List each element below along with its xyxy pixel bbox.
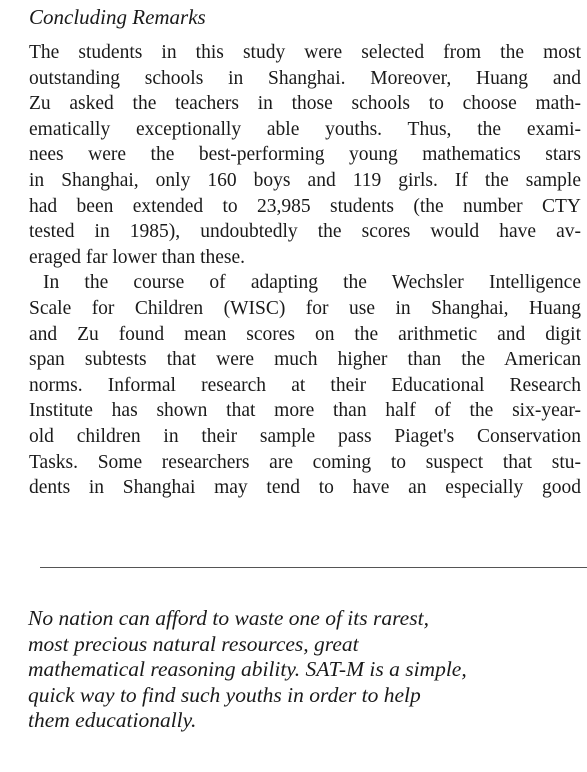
- text-line: Zu asked the teachers in those schools to choose math-: [29, 93, 581, 115]
- text-line: norms. Informal research at their Educational Research: [29, 374, 581, 396]
- text-line: ematically exceptionally able youths. Thus, the exami-: [29, 118, 581, 140]
- quote-line: quick way to find such youths in order to help: [28, 682, 421, 707]
- text-line: dents in Shanghai may tend to have an especially good: [29, 477, 581, 499]
- text-line: old children in their sample pass Piaget's Conservation: [29, 425, 581, 447]
- section-heading: Concluding Remarks: [29, 5, 206, 29]
- text-line: outstanding schools in Shanghai. Moreover, Huang and: [29, 67, 581, 89]
- quote-line: No nation can afford to waste one of its rarest,: [28, 606, 429, 630]
- text-line: span subtests that were much higher than the American: [29, 349, 581, 371]
- paragraph-2: [29, 270, 581, 500]
- text-line: nees were the best-performing young mathematics stars: [29, 144, 581, 166]
- text-line: Tasks. Some researchers are coming to suspect that stu-: [29, 451, 581, 473]
- text-line: The students in this study were selected from the most: [29, 42, 581, 63]
- quote-line: them educationally.: [28, 708, 197, 733]
- quote-line: most precious natural resources, great: [28, 631, 359, 656]
- paragraph-1: [29, 40, 581, 270]
- pull-quote: [28, 604, 568, 732]
- horizontal-divider: [40, 567, 587, 568]
- body-text: [29, 40, 581, 501]
- text-line: in Shanghai, only 160 boys and 119 girls. If the sample: [29, 169, 581, 191]
- text-line: eraged far lower than these.: [29, 246, 246, 268]
- text-line: and Zu found mean scores on the arithmetic and digit: [29, 323, 581, 345]
- quote-line: mathematical reasoning ability. SAT-M is a simple,: [28, 657, 467, 682]
- text-line: Scale for Children (WISC) for use in Shanghai, Huang: [29, 297, 581, 319]
- text-line: had been extended to 23,985 students (the number CTY: [29, 195, 581, 217]
- text-line: Institute has shown that more than half of the six-year-: [29, 400, 581, 422]
- text-line: In the course of adapting the Wechsler Intelligence: [43, 272, 581, 294]
- text-line: tested in 1985), undoubtedly the scores would have av-: [29, 221, 581, 243]
